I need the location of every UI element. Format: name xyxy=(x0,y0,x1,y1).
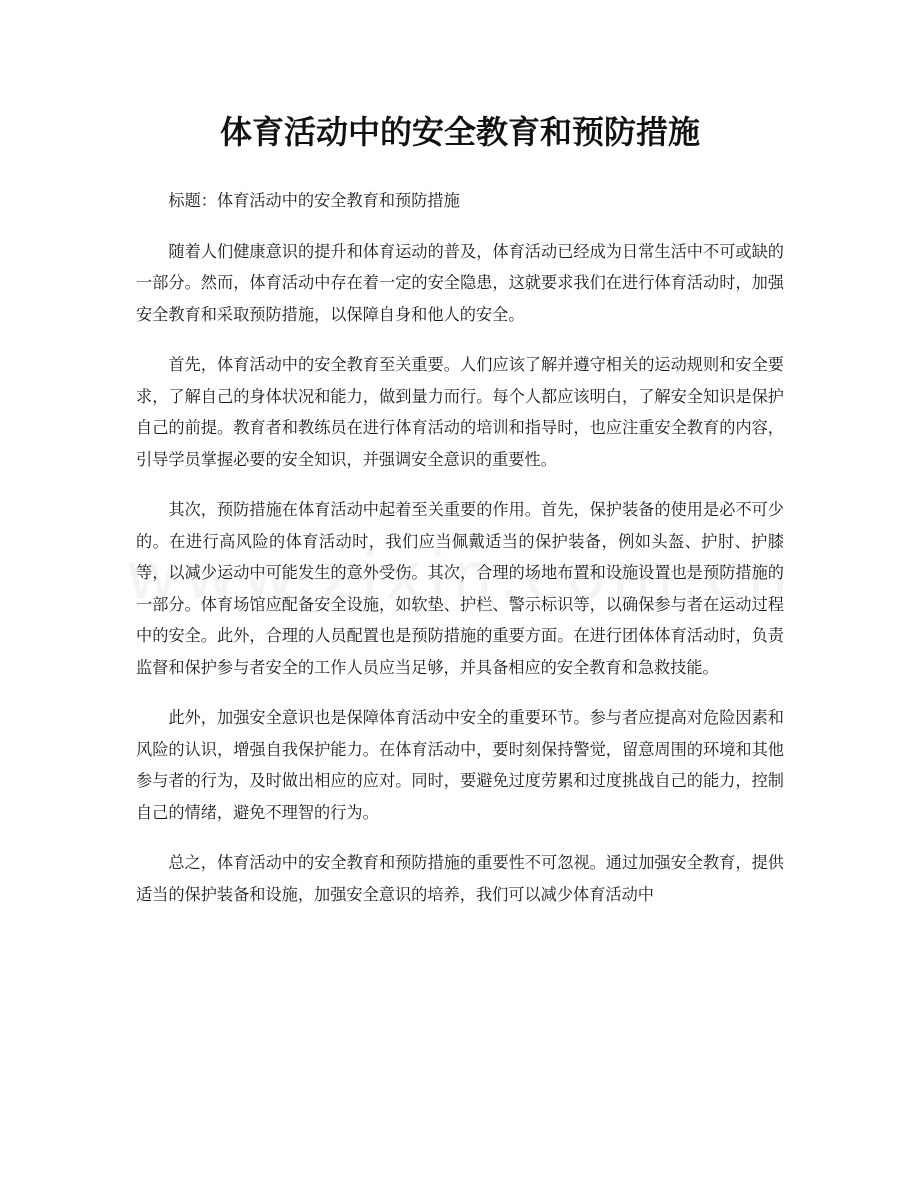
document-body xyxy=(136,185,784,929)
page-title: 体育活动中的安全教育和预防措施 xyxy=(219,113,700,151)
paragraph-safety-awareness: 此外，加强安全意识也是保障体育活动中安全的重要环节。参与者应提高对危险因素和风险的认识，增强自我保护能力。在体育活动中，要时刻保持警觉，留意周围的环境和其他参与者的行为，及时做出相应的应对。同时，要避免过度劳累和过度挑战自己的能力，控制自己的情绪，避免不理智的行为。 xyxy=(136,708,784,822)
subtitle-line: 标题：体育活动中的安全教育和预防措施 xyxy=(168,191,460,210)
paragraph-prevention-measures: 其次，预防措施在体育活动中起着至关重要的作用。首先，保护装备的使用是必不可少的。在进行高风险的体育活动时，我们应当佩戴适当的保护装备，例如头盔、护肘、护膝等，以减少运动中可能发生的意外受伤。其次，合理的场地布置和设施设置也是预防措施的一部分。体育场馆应配备安全设施，如软垫、护栏、警示标识等，以确保参与者在运动过程中的安全。此外，合理的人员配置也是预防措施的重要方面。在进行团体体育活动时，负责监督和保护参与者安全的工作人员应当足够，并具备相应的安全教育和急救技能。 xyxy=(136,500,784,677)
paragraph-intro: 随着人们健康意识的提升和体育运动的普及，体育活动已经成为日常生活中不可或缺的一部分。然而，体育活动中存在着一定的安全隐患，这就要求我们在进行体育活动时，加强安全教育和采取预防措施，以保障自身和他人的安全。 xyxy=(136,241,784,324)
paragraph-safety-education: 首先，体育活动中的安全教育至关重要。人们应该了解并遵守相关的运动规则和安全要求，了解自己的身体状况和能力，做到量力而行。每个人都应该明白，了解安全知识是保护自己的前提。教育者和教练员在进行体育活动的培训和指导时，也应注重安全教育的内容，引导学员掌握必要的安全知识，并强调安全意识的重要性。 xyxy=(136,355,784,469)
paragraph-conclusion: 总之，体育活动中的安全教育和预防措施的重要性不可忽视。通过加强安全教育，提供适当的保护装备和设施，加强安全意识的培养，我们可以减少体育活动中 xyxy=(136,853,784,904)
